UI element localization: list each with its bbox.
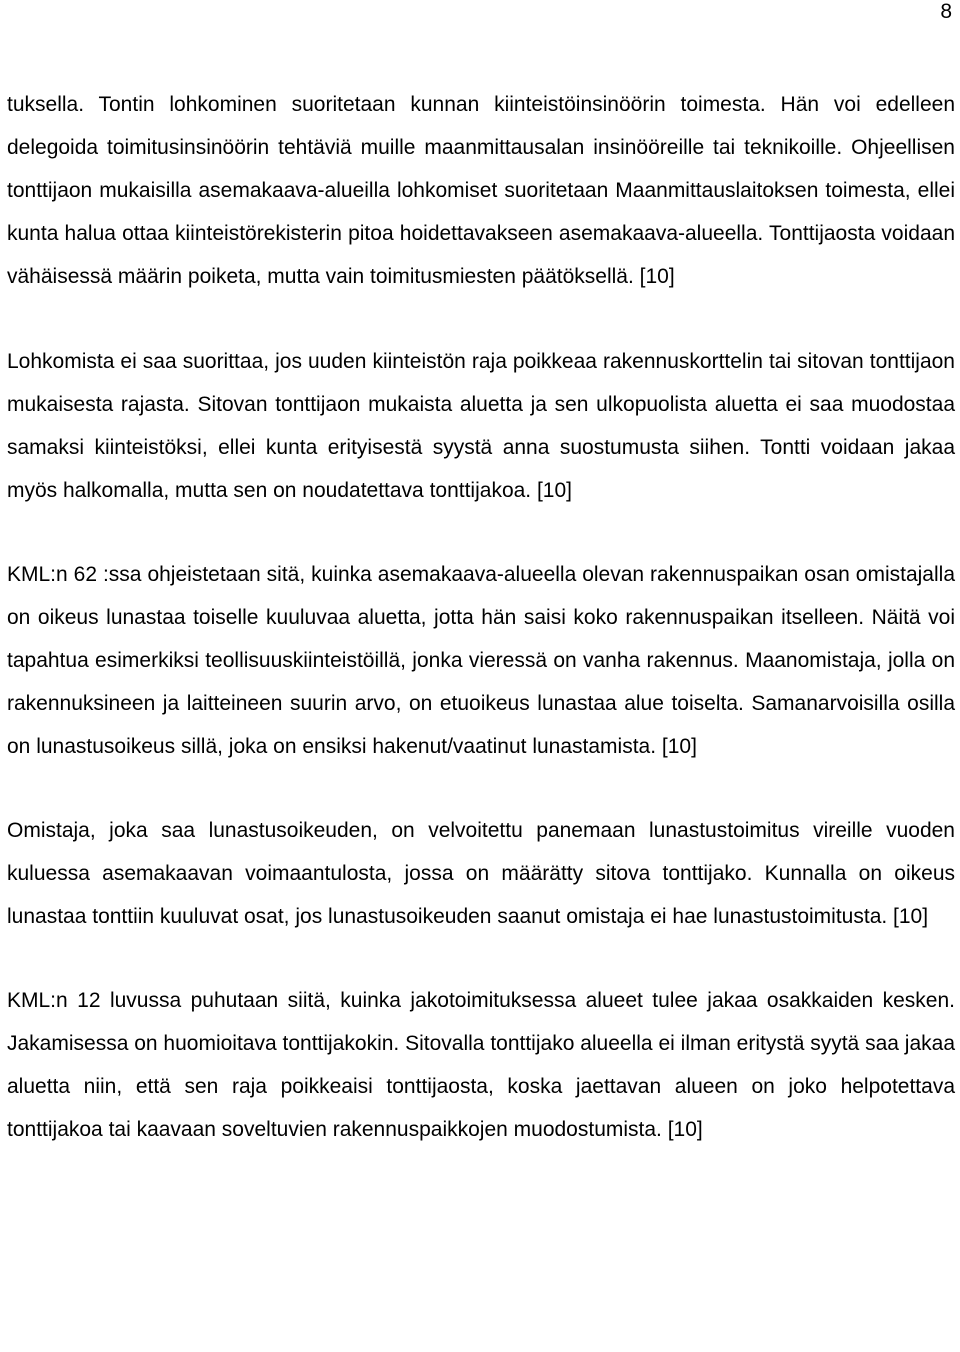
paragraph-1: tuksella. Tontin lohkominen suoritetaan kunnan kiinteistöinsinöörin toimesta. Hän voi edelleen delegoida toimitusinsinöörin tehtäviä muille maanmittausalan insinööreille tai teknikoille. Ohjeellisen tonttijaon mukaisilla asemakaava-alueilla lohkomiset suoritetaan Maanmittauslaitoksen toimesta, ellei kunta halua ottaa kiinteistörekisterin pitoa hoidettavakseen asemakaava-alueella. Tonttijaosta voidaan vähäisessä määrin poiketa, mutta vain toimitusmiesten päätöksellä. [10] — [7, 93, 955, 288]
paragraph-4: Omistaja, joka saa lunastusoikeuden, on velvoitettu panemaan lunastustoimitus vireille vuoden kuluessa asemakaavan voimaantulosta, jossa on määrätty sitova tonttijako. Kunnalla on oikeus lunastaa tonttiin kuuluvat osat, jos lunastusoikeuden saanut omistaja ei hae lunastustoimitusta. [10] — [7, 819, 955, 928]
paragraph-3: KML:n 62 :ssa ohjeistetaan sitä, kuinka asemakaava-alueella olevan rakennuspaikan osan omistajalla on oikeus lunastaa toiselle kuuluvaa aluetta, jotta hän saisi koko rakennuspaikan itselleen. Näitä voi tapahtua esimerkiksi teollisuuskiinteistöillä, jonka vieressä on vanha rakennus. Maanomistaja, jolla on rakennuksineen ja laitteineen suurin arvo, on etuoikeus lunastaa alue toiselta. Samanarvoisilla osilla on lunastusoikeus sillä, joka on ensiksi hakenut/vaatinut lunastamista. [10] — [7, 563, 955, 758]
paragraph-2: Lohkomista ei saa suorittaa, jos uuden kiinteistön raja poikkeaa rakennuskorttelin tai sitovan tonttijaon mukaisesta rajasta. Sitovan tonttijaon mukaista aluetta ja sen ulkopuolista aluetta ei saa muodostaa samaksi kiinteistöksi, ellei kunta erityisestä syystä anna suostumusta siihen. Tontti voidaan jakaa myös halkomalla, mutta sen on noudatettava tonttijakoa. [10] — [7, 350, 955, 502]
page-number: 8 — [940, 0, 952, 23]
paragraph-5: KML:n 12 luvussa puhutaan siitä, kuinka jakotoimituksessa alueet tulee jakaa osakkaiden kesken. Jakamisessa on huomioitava tonttijakokin. Sitovalla tonttijako alueella ei ilman eritystä syytä saa jakaa aluetta niin, että sen raja poikkeaisi tonttijaosta, koska jaettavan alueen on joko helpotettava tonttijakoa tai kaavaan soveltuvien rakennuspaikkojen muodostumista. [10] — [7, 989, 955, 1141]
document-body — [7, 83, 955, 1192]
